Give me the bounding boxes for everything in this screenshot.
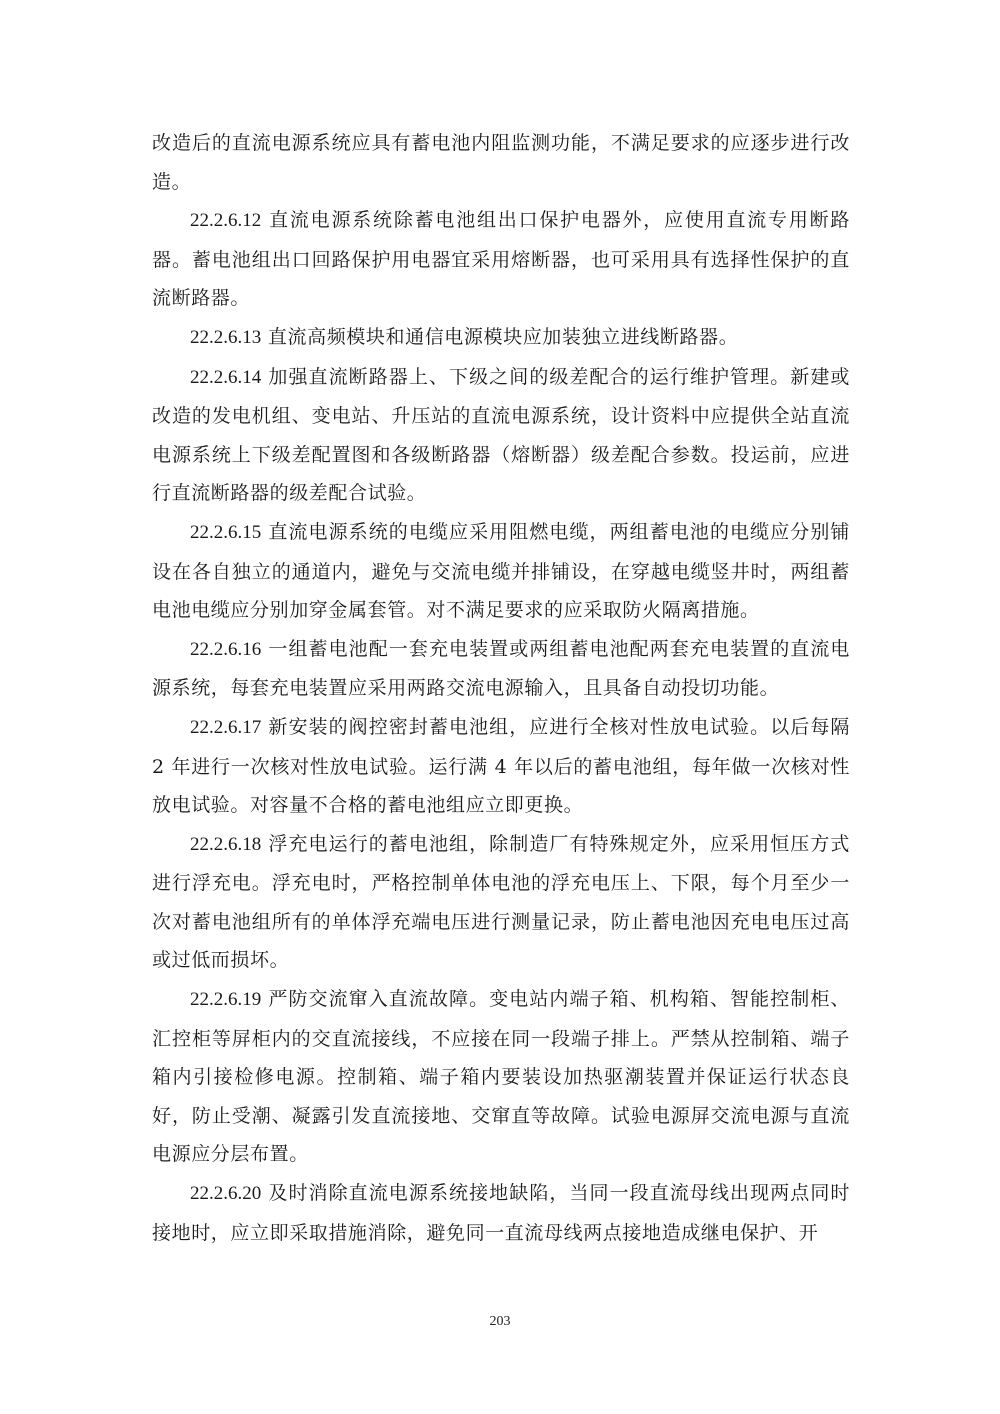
clause-number: 22.2.6.18 [190, 833, 262, 855]
clause-number: 22.2.6.12 [190, 210, 262, 232]
clause-text: 新安装的阀控密封蓄电池组，应进行全核对性放电试验。以后每隔 2 年进行一次核对性放电试验。运行满 4 年以后的蓄电池组，每年做一次核对性放电试验。对容量不合格的蓄电池组应立即更换。 [152, 715, 851, 817]
paragraph-continued [152, 124, 850, 201]
clause-22-2-6-16 [152, 630, 850, 708]
paragraph-text: 改造后的直流电源系统应具有蓄电池内阻监测功能，不满足要求的应逐步进行改造。 [152, 132, 850, 193]
clause-22-2-6-20 [152, 1174, 850, 1252]
clause-text: 一组蓄电池配一套充电装置或两组蓄电池配两套充电装置的直流电源系统，每套充电装置应采用两路交流电源输入，且具备自动投切功能。 [152, 637, 851, 700]
clause-text: 直流电源系统除蓄电池组出口保护电器外，应使用直流专用断路器。蓄电池组出口回路保护用电器宜采用熔断器，也可采用具有选择性保护的直流断路器。 [152, 209, 851, 310]
clause-22-2-6-13 [152, 318, 850, 358]
clause-text: 直流电源系统的电缆应采用阻燃电缆，两组蓄电池的电缆应分别铺设在各自独立的通道内，避免与交流电缆并排铺设，在穿越电缆竖井时，两组蓄电池电缆应分别加穿金属套管。对不满足要求的应采取防火隔离措施。 [152, 520, 851, 622]
clause-number: 22.2.6.19 [190, 989, 262, 1011]
clause-22-2-6-15 [152, 513, 850, 630]
clause-text: 直流高频模块和通信电源模块应加装独立进线断路器。 [267, 325, 739, 348]
clause-22-2-6-18 [152, 825, 850, 980]
clause-22-2-6-14 [152, 358, 850, 513]
clause-22-2-6-19 [152, 980, 850, 1174]
clause-number: 22.2.6.14 [190, 366, 262, 388]
clause-text: 浮充电运行的蓄电池组，除制造厂有特殊规定外，应采用恒压方式进行浮充电。浮充电时，严格控制单体电池的浮充电压上、下限，每个月至少一次对蓄电池组所有的单体浮充端电压进行测量记录，防止蓄电池因充电电压过高或过低而损坏。 [152, 832, 851, 972]
clause-22-2-6-17 [152, 708, 850, 825]
clause-text: 加强直流断路器上、下级之间的级差配合的运行维护管理。新建或改造的发电机组、变电站、升压站的直流电源系统，设计资料中应提供全站直流电源系统上下级差配置图和各级断路器（熔断器）级差配合参数。投运前，应进行直流断路器的级差配合试验。 [152, 365, 851, 505]
clause-number: 22.2.6.15 [190, 521, 262, 543]
clause-number: 22.2.6.16 [190, 638, 262, 660]
clause-text: 严防交流窜入直流故障。变电站内端子箱、机构箱、智能控制柜、汇控柜等屏柜内的交直流接线，不应接在同一段端子排上。严禁从控制箱、端子箱内引接检修电源。控制箱、端子箱内要装设加热驱潮装置并保证运行状态良好，防止受潮、凝露引发直流接地、交窜直等故障。试验电源屏交流电源与直流电源应分层布置。 [152, 988, 851, 1166]
page-number: 203 [489, 1314, 511, 1329]
clause-number: 22.2.6.13 [190, 326, 262, 348]
clause-number: 22.2.6.17 [190, 716, 262, 738]
clause-22-2-6-12 [152, 201, 850, 318]
clause-number: 22.2.6.20 [190, 1183, 262, 1205]
clause-text: 及时消除直流电源系统接地缺陷，当同一段直流母线出现两点同时接地时，应立即采取措施消除，避免同一直流母线两点接地造成继电保护、开 [152, 1182, 851, 1244]
body-text [152, 124, 850, 1252]
